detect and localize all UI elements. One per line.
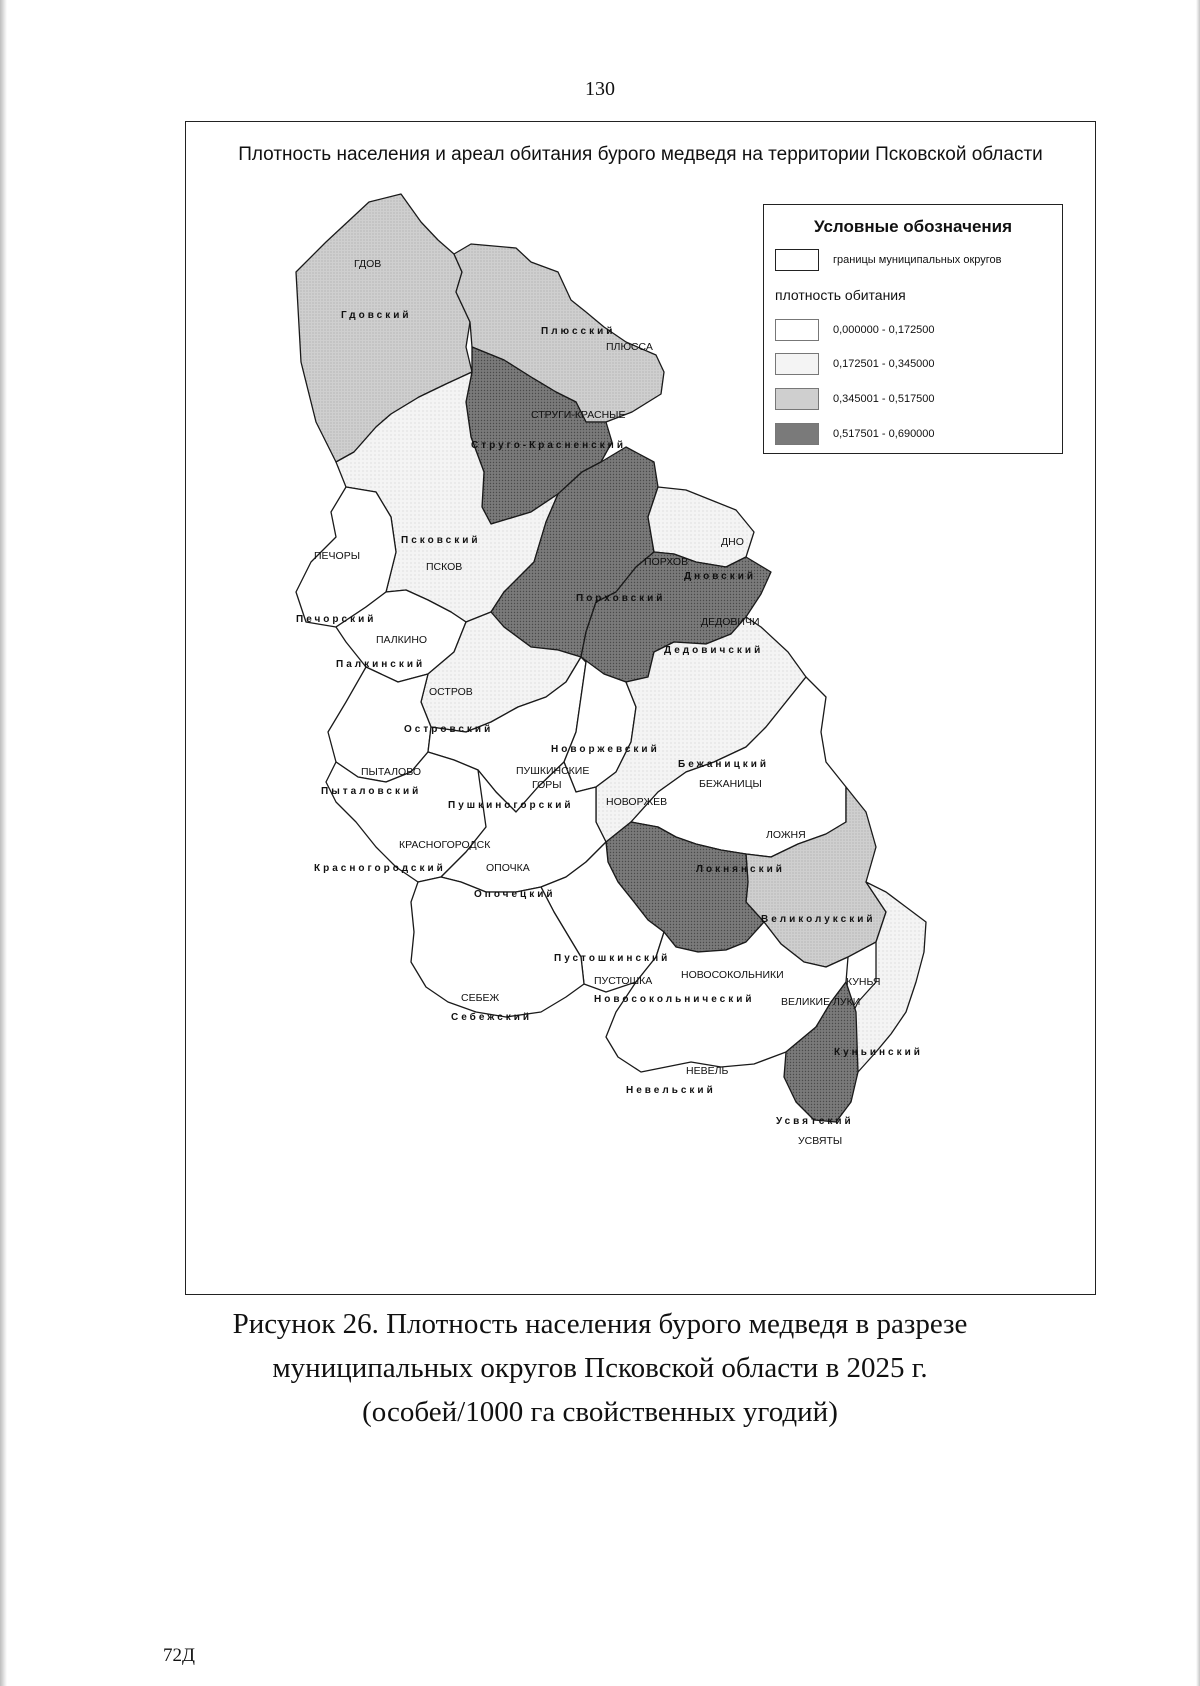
town-label: ОПОЧКА: [486, 862, 530, 874]
town-label: ЛОЖНЯ: [766, 829, 806, 841]
district-label: Пыталовский: [321, 786, 422, 797]
legend-class-row: [775, 351, 935, 377]
legend-class-row: [775, 421, 935, 447]
town-label: УСВЯТЫ: [798, 1135, 843, 1147]
legend-class-label: 0,345001 - 0,517500: [833, 393, 935, 405]
town-label: ПСКОВ: [426, 561, 463, 573]
figure-caption: [150, 1302, 1050, 1434]
town-label: НОВОРЖЕВ: [606, 796, 668, 808]
district-label: Новоржевский: [551, 744, 660, 755]
district-label: Дновский: [684, 571, 757, 582]
town-label: НОВОСОКОЛЬНИКИ: [681, 969, 784, 981]
scan-edge-right: [1196, 0, 1200, 1686]
boundary-swatch: [775, 249, 819, 271]
district-label: Локнянский: [696, 864, 785, 875]
caption-line: Рисунок 26. Плотность населения бурого медведя в разрезе: [232, 1308, 968, 1340]
town-label: ПЫТАЛОВО: [361, 766, 422, 778]
district-label: Порховский: [576, 593, 666, 604]
district-label: Красногородский: [314, 863, 446, 874]
district-label: Плюсский: [541, 326, 616, 337]
district-label: Невельский: [626, 1085, 716, 1096]
town-label: ПОРХОВ: [644, 556, 689, 568]
legend-class-label: 0,000000 - 0,172500: [833, 324, 935, 336]
district-label: Великолукский: [761, 914, 876, 925]
district-label: Дедовичский: [664, 645, 764, 656]
town-label: ПУСТОШКА: [594, 975, 653, 987]
town-label: ПЕЧОРЫ: [314, 550, 361, 562]
town-label: БЕЖАНИЦЫ: [699, 778, 762, 790]
district-label: Гдовский: [341, 310, 412, 321]
town-label: ГОРЫ: [532, 779, 562, 791]
legend-class-row: [775, 386, 935, 412]
legend-swatch: [775, 353, 819, 375]
district-label: Бежаницкий: [678, 759, 770, 770]
town-label: ПЛЮССА: [606, 341, 653, 353]
town-label: СТРУГИ-КРАСНЫЕ: [531, 409, 626, 421]
map-title: Плотность населения и ареал обитания бурого медведя на территории Псковской области: [238, 144, 1043, 165]
town-label: КУНЬЯ: [846, 976, 881, 988]
district-label: Псковский: [401, 535, 481, 546]
legend-title: Условные обозначения: [813, 217, 1013, 236]
district-label: Усвятский: [776, 1116, 854, 1127]
town-label: СЕБЕЖ: [461, 992, 500, 1004]
map-frame: [185, 121, 1096, 1295]
caption-line: (особей/1000 га свойственных угодий): [362, 1396, 838, 1428]
district-label: Струго-Красненский: [471, 440, 626, 451]
legend-boundary-label: границы муниципальных округов: [833, 254, 1002, 266]
district-label: Палкинский: [336, 659, 426, 670]
legend-class-label: 0,517501 - 0,690000: [833, 428, 935, 440]
legend-swatch: [775, 423, 819, 445]
district-label: Печорский: [296, 614, 377, 625]
town-label: ВЕЛИКИЕ ЛУКИ: [781, 996, 861, 1008]
legend-density-heading: плотность обитания: [775, 287, 906, 303]
legend-class-label: 0,172501 - 0,345000: [833, 358, 935, 370]
legend-swatch: [775, 388, 819, 410]
district-label: Пушкиногорский: [448, 800, 574, 811]
town-label: КРАСНОГОРОДСК: [399, 839, 491, 851]
town-label: ДНО: [721, 536, 744, 548]
district-label: Себежский: [451, 1012, 533, 1023]
legend-class-row: [775, 317, 935, 343]
caption-line: муниципальных округов Псковской области в 2025 г.: [272, 1352, 928, 1384]
town-label: НЕВЕЛЬ: [686, 1065, 729, 1077]
legend-boundary-row: [775, 247, 1002, 273]
town-label: ПУШКИНСКИЕ: [516, 765, 590, 777]
district-label: Новосокольнический: [594, 994, 755, 1005]
legend-swatch: [775, 319, 819, 341]
district-label: Опочецкий: [474, 889, 556, 900]
district-label: Пустошкинский: [554, 953, 671, 964]
town-label: ГДОВ: [354, 258, 382, 270]
town-label: ОСТРОВ: [429, 686, 473, 698]
district-label: Куньинский: [834, 1047, 923, 1058]
town-label: ПАЛКИНО: [376, 634, 428, 646]
page-number: 130: [585, 78, 615, 100]
district-label: Островский: [404, 724, 494, 735]
town-label: ДЕДОВИЧИ: [701, 616, 760, 628]
map-legend: [763, 204, 1063, 454]
scan-edge-left: [0, 0, 7, 1686]
footer-code: 72Д: [163, 1645, 195, 1666]
